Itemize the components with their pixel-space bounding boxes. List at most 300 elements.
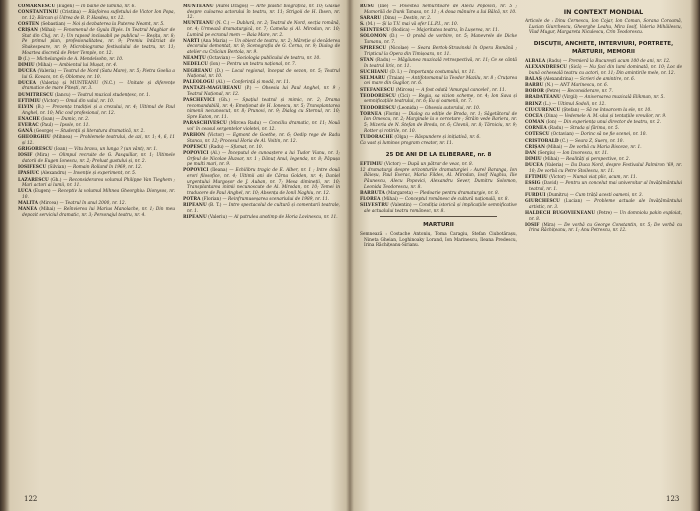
index-entry (360, 162, 517, 168)
entry-author: DUMITRESCU (18, 92, 54, 98)
entry-titles: — Romain Rolland în 1969, nr. 12. (67, 165, 143, 171)
entry-author: NEGREANU (183, 68, 213, 74)
entry-titles: — A fost odată 'Amurgul cancelei', nr. 11. (415, 87, 507, 93)
entry-titles: — Reînvierea lui Marius Manolache, nr. 1; Din meu depozit serviciul dramatic, nr. 3; Personajul teatru, nr. 4. (22, 207, 175, 218)
entry-given-name: (George) (34, 129, 54, 135)
entry-titles: — Obsesia lui Paul Anghel, nr. 9 ; Teatrul Național, nr. 12. (187, 86, 340, 98)
entry-author: BARBUTA (360, 190, 385, 196)
index-entry (18, 4, 175, 10)
index-entry (360, 203, 517, 214)
index-entry (183, 197, 340, 203)
entry-titles: 12 dramaturgi despre orizonturile dramaturgiei : Aurel Baranga, Ion Băieșu, Paul Everac, Maria Fildes, Al. Mirodan, Iosif Naghiu, Ilie Păunescu, Alecu Popovici, Alexandru Sever, Dumitru Solomon, Leonida Teodorescu, nr. 8. (360, 167, 517, 190)
entry-author: SILVESTRU (360, 203, 389, 209)
left-col-2 (183, 4, 340, 489)
entry-author: DAN (525, 151, 537, 156)
entry-author: BRINZ (525, 101, 542, 107)
entry-titles: — Invenție și experiment, nr. 5. (67, 171, 137, 177)
left-page (18, 0, 340, 511)
entry-titles: — Destin, nr. 2. (397, 15, 432, 21)
entry-author: CRIȘAN (18, 28, 38, 34)
entry-given-name: (Mihai) (39, 207, 56, 213)
section-heading-liberation: 25 DE ANI DE LA ELIBERARE, nr. 8 (385, 151, 492, 158)
entry-author: POTRA (183, 196, 201, 202)
entry-given-name: (Ioan) (41, 116, 55, 122)
entry-titles: — Spațiul teatral și mimic, nr. 2; Drama recomandabilă, nr. 4; Emoționat de H. Ionescu, nr. 5; Transplantarea nimenii necunoscut, nr. 8; Prunovi, nr. 9; Dialog cu Sternul, nr. 10; Spre Eaton, nr. 11. (187, 98, 340, 121)
entry-author: LAZARESCU (18, 177, 49, 183)
divider (380, 216, 497, 217)
entry-given-name: (Ilie) (378, 4, 389, 9)
entry-titles: — Ipsole, nr. 11. (54, 123, 90, 128)
entry-titles: — Unitate și diferențe dramatice de mare Pitești, nr. 3. (22, 80, 175, 92)
entry-given-name: (Ileana) (210, 168, 228, 174)
entry-author: DIMIU (18, 62, 35, 68)
entry-author: COCEA (525, 113, 543, 119)
entry-titles: — Omul din valul, nr. 10. (60, 98, 115, 104)
index-entry (18, 10, 175, 21)
index-entry (18, 123, 175, 129)
index-entry (525, 157, 682, 163)
entry-titles: — Al patrulea anotimp de Horia Lovinescu, nr. 11. (228, 214, 338, 220)
entry-author: CIUCURENCU (525, 107, 561, 113)
entry-given-name: (Margareta) (386, 190, 413, 196)
entry-given-name: (Al.) (210, 150, 220, 156)
entry-given-name: (Octavian) (550, 132, 574, 138)
index-entry (183, 98, 340, 120)
entry-given-name: (D. I.) (389, 69, 402, 75)
entry-given-name: (M.) (366, 21, 376, 27)
entry-titles: — Vitu bravu, un lunga ? (un vânt), nr. 1. (68, 147, 158, 153)
left-col-1 (18, 4, 175, 489)
entry-given-name: (Alexandru) (40, 171, 67, 177)
entry-author: EFTIMIU (525, 175, 548, 181)
entry-titles: — Majoritatea teatru, în Lușerea, nr. 11. (411, 28, 500, 34)
entry-titles: — De vorbă cu Maria Bisceze, nr. 1. (563, 144, 642, 150)
entry-titles: — Egmont de Goethe, nr. 6; Oedip rege de Radu Stanca, nr. 12; Procesul Horia de Al. Voitin, nr. 12. (187, 133, 340, 144)
entry-given-name: (Mihai) (543, 157, 559, 163)
entry-given-name: (Mihai) (39, 28, 56, 34)
entry-titles: — Numai viaț plic, acum, nr. 11. (567, 175, 638, 181)
entry-given-name: (Olga) (394, 134, 408, 140)
index-entry (183, 133, 340, 144)
index-entry (360, 168, 517, 190)
entry-given-name: (Mihai) (546, 144, 563, 150)
entry-titles: — Din experiența unui director de teatru, nr. 2. (557, 120, 661, 126)
entry-titles: Articole de : Dinu Cernescu, Ion Cojar, Ion Coman, Sorana Coroamă, Lucian Giurchescu, Gheorghe Leahu, Mira Iosif, Valeria Mihăilescu, Vlad Mugur, Margareta Niculescu, Crin Teodorescu. (525, 19, 682, 36)
index-entry (18, 135, 175, 146)
entry-titles: — Un domniolu pakin exploiat, nr. 8. (529, 211, 682, 222)
index-entry (18, 28, 175, 56)
entry-titles: — Dublură, nr. 2; Teatrul de Nord, secția română, nr. 4; Urmează dramaturgică, nr. 7; Camelia și Al. Mirodan, nr. 10; Lumină pe ecranul mem — Baia Mare, nr. 2. (187, 21, 340, 38)
entry-titles: — Răspundere și inițiativă, nr. 6. (409, 134, 481, 140)
entry-author: SPIRESCU (360, 46, 387, 52)
entry-titles: — Echilibru tragic de E. Alber, nr. 1 ; Intre două erori filosofice, nr. 4; Ultimii ani de Cârna Golden, nr. 4; Daniel urgentului Murgoșor de J. Auban, nr. 7; Mesa dimineții, nr. 10; Transplantarea inimii necunoscute de Al. Mirodan, nr. 10; Temei in traducere de Paul Anghel, nr. 10; Absența de Ionil Naghiu, nr. 12. (187, 168, 340, 196)
entry-author: ENACHE (18, 116, 40, 122)
entry-author: STAN (360, 57, 374, 63)
entry-given-name: (Petre) (596, 211, 612, 217)
entry-given-name: (Mihai) (381, 196, 398, 202)
entry-author: PASCHEVICI (183, 98, 215, 104)
entry-given-name: (Gh.) (219, 98, 230, 104)
page-number-right: 123 (666, 495, 680, 503)
entry-given-name: (David) (542, 181, 559, 187)
entry-given-name: (Radu) (208, 144, 224, 150)
index-entry (360, 16, 517, 22)
entry-titles: — Reconsiderare, nr. 7. (561, 89, 613, 95)
index-entry (183, 62, 340, 68)
entry-titles: — Vedemele A. M.-ului și tentațiile vreuilor, nr. 9. (558, 113, 667, 119)
entry-author: GRIGORESCU (18, 147, 53, 153)
index-entry (360, 135, 517, 141)
index-entry (360, 112, 517, 134)
index-entry (183, 215, 340, 221)
entry-author: STEFANESCU (360, 87, 395, 93)
entry-given-name: (B.) (35, 105, 44, 111)
entry-given-name: (N. C.) (215, 21, 230, 27)
entry-given-name: (P.) (244, 86, 252, 92)
index-entry (18, 129, 175, 135)
index-entry (183, 121, 340, 132)
entry-author: DIMIU (525, 157, 542, 163)
entry-titles: — Teatrul în anul 2000, nr. 12. (59, 201, 126, 207)
entry-author: COSTEN (18, 21, 40, 27)
entry-author: FURDUI (525, 193, 546, 199)
entry-author: S. (360, 21, 365, 27)
entry-titles: — Povestea nemuritoare de Alecu Popovici, nr. 5 ; Mamorilă de Dunk Tanasa, nr. 11 ; A doua mânuire a Iui Bălcă, nr. 10. (364, 4, 517, 15)
entry-author: IOSIFESCU (18, 165, 47, 171)
entry-author: IOSIF (18, 153, 33, 159)
right-col-1 (360, 4, 517, 489)
entry-given-name: (Rodica) (391, 28, 410, 34)
entry-author: CRIȘAN (525, 144, 545, 150)
entry-titles: — Receptiv la volumul Mihnea Gheorghiu: Dionysos, nr. 10. (22, 189, 175, 200)
entry-titles: — Condiția istorică și implicațiile semnificative ale actualului teatru românesc, nr. 8. (364, 203, 517, 214)
entry-titles: — Problemele teatrului, de azi, nr. 1; 4, 6, 11 și 12. (22, 135, 175, 146)
index-entry (525, 199, 682, 210)
entry-titles: — O probă de vorbire, nr. 5; Manevrele de Dicke Tamanu, nr. 7. (364, 34, 517, 45)
entry-titles: — Sociologia publicului de teatru, nr. 10. (231, 56, 321, 62)
entry-author: EFTIMIU (360, 161, 383, 167)
entry-given-name: (Aurel Dragoș) (215, 4, 249, 9)
index-entry (360, 94, 517, 105)
entry-given-name: (Eugen) (56, 4, 74, 9)
entry-given-name: (Mircea) (395, 87, 415, 93)
index-entry (18, 57, 175, 63)
entry-author: SARARU (360, 15, 382, 21)
index-entry (18, 165, 175, 171)
entry-author: ELVIN (18, 105, 34, 111)
entry-given-name: (Dumitru) (546, 193, 569, 199)
entry-titles: — Teatrul muzical studențesc, nr. 1. (71, 92, 151, 98)
entry-author: TORNEA (360, 111, 382, 117)
entry-titles: — Conceptul românesc de cultură națională, nr. 8. (399, 196, 509, 202)
entry-titles: — Aniversarea muzicală Elikman, nr. 5. (578, 95, 665, 101)
entry-given-name: (Ioan) (54, 147, 68, 153)
entry-titles: — Cum trăță acesti oameni, nr. 3. (569, 193, 643, 199)
index-entry (18, 93, 175, 99)
entry-given-name: (Victor) (42, 98, 59, 104)
entry-titles: — Strada și fărima, nr. 5. (564, 126, 620, 132)
entry-author: BRADATEANU (525, 95, 561, 101)
entry-titles: — Măgăunea muzicală retrospectivă, nr. 11; Ce se cântă în teatrul liric, nr. 11. (364, 57, 517, 69)
entry-titles: — Importanța costumului, nr. 11. (403, 69, 476, 75)
entry-given-name: (Nicolae) (388, 46, 409, 52)
entry-author: LUCA (18, 189, 32, 195)
entry-given-name: (L.) (543, 101, 551, 107)
index-entry (525, 145, 682, 151)
entry-given-name: (Ștefan) (561, 107, 580, 113)
index-entry (18, 22, 175, 28)
index-entry (360, 22, 517, 28)
index-entry (183, 4, 340, 21)
entry-given-name: (Ion) (209, 62, 220, 68)
entry-given-name: (Florian) (201, 196, 222, 202)
entry-given-name: (Eugen) (33, 189, 51, 195)
entry-author: CORNEA (525, 126, 547, 132)
entry-titles: — Olimpul recruite de G. Pasquillar, nr. 1; Ultimele datorii de Eugen Ionescu, nr. 2; Preluat gustului și, nr. 2. (22, 153, 175, 164)
index-entry (525, 139, 682, 145)
entry-given-name: (Ion) (546, 120, 557, 126)
entry-given-name: (Valeria) (544, 163, 564, 169)
entry-author: TEODORESCU (360, 105, 396, 111)
entry-given-name: (Mircea) (39, 201, 59, 207)
entry-author: MANEA (18, 207, 38, 213)
entry-given-name: (Dinu) (382, 15, 397, 21)
index-entry (183, 21, 340, 38)
entry-titles: — Antifotomanul la Teodor Mazilu, nr. 8 ; Cruțarea cei mare din Gugilor, nr. 6. (364, 75, 517, 87)
index-entry (18, 189, 175, 200)
entry-author: D (18, 56, 22, 62)
index-entry (18, 207, 175, 218)
entry-author: GIURCHESCU (525, 199, 561, 205)
entry-author: RIPEANU (183, 214, 207, 220)
index-entry (360, 106, 517, 112)
index-entry (183, 80, 340, 86)
entry-author: SOLOMON (360, 34, 387, 40)
entry-titles: — Dorinc să ne fie scenei, nr. 10. (575, 132, 647, 138)
index-entry (183, 86, 340, 97)
entry-author: MUNTEANU (183, 21, 214, 27)
entry-titles: — In baine de lumina, nr. 6. (75, 4, 136, 9)
marturii-signers: Semnează : Costache Antoniu, Toma Caragiu, Stefan Ciubotărașu, Nineta Gheian, Loghinoaky Lorand, Ion Marinescu, Ileana Predescu, Irina Răchițeanu-Sirianu. (360, 232, 517, 249)
entry-titles: — Sfumat, nr. 10. (224, 144, 263, 150)
index-entry (183, 203, 340, 214)
index-entry (525, 211, 682, 222)
index-entry (360, 58, 517, 69)
entry-author: PANTAZI-MAGUREANU (183, 86, 242, 92)
entry-given-name: (I.) (23, 56, 30, 62)
index-entry (18, 99, 175, 105)
entry-given-name: (Mircea Radu) (228, 121, 261, 127)
index-entry (183, 39, 340, 56)
index-entry (18, 69, 175, 80)
entry-given-name: (Mira) (35, 153, 50, 159)
entry-titles: — Să ne întoarcem la ele, nr. 10. (580, 107, 652, 113)
entry-author: BALAȘ (525, 76, 542, 82)
entry-titles: — Noi și dezbaterea la Puterea Neamt, nr. 5. (66, 21, 165, 27)
entry-author: DUCEA (18, 69, 37, 75)
entry-author: DUCEA (525, 163, 544, 169)
index-entry (525, 89, 682, 95)
entry-given-name: (Radu) (546, 58, 562, 64)
entry-titles: — Regia, sa vizion scheme, nr. 4; Ion Sava și semnificațiile teatrului, nr. 6; Eu și oamenii, nr. 7. (364, 93, 517, 105)
entry-given-name: (Mihnea) (52, 135, 73, 141)
entry-author: RUSU (360, 4, 375, 9)
entry-given-name: (Traian) (386, 75, 405, 81)
entry-author: IPASIUC (18, 171, 40, 177)
entry-titles: — Premieră la București acum 100 de ani, nr. 12. (562, 58, 671, 64)
entry-titles: — Seara Z, Suerș, nr. 10. (569, 138, 624, 144)
entry-titles: — Nu faci din lumi dominată, nr. 10; Loc de bună ocheseală teatru cu actori, nr. 11; Din amintirile mele, nr. 12. (529, 64, 682, 76)
index-entry (360, 141, 517, 147)
entry-given-name: (Virgil) (562, 95, 578, 101)
entry-author: FLOREA (360, 196, 381, 202)
index-entry (525, 223, 682, 234)
entry-titles: — Fenomenul de Gyula Illyés. In Teatrul Maghiar de Stat din Cluj, nr. 1; Un rapsod inclasabil pe publicul — Reșița, nr. 8; Pe primul plan, profesionalitatea, nr. 9; Premiu întârziat de Shakespeare, nr. 9; Microbiograma festivalului de teatru, nr. 11; Moartea discretă de Peter Temple, nr. 12. (22, 28, 175, 56)
entry-given-name: (Radu) (375, 57, 391, 63)
index-entry (360, 46, 517, 57)
entry-given-name: (Alexandrina) (543, 76, 573, 82)
entry-given-name: (Iancu) (54, 92, 71, 98)
entry-author: SEINTESCU (360, 28, 390, 34)
entry-titles: — Începutul de cunoaștere a lui Tudor Vianu, nr. 1; Orfeul de Nicolae Huzsar, nr. 1 ; Dănuț Anul, legenda, nr. 8; Păpușa pe multi mari, nr. 9. (187, 150, 340, 168)
index-entry (18, 63, 175, 69)
entry-author: COTESCU (525, 132, 550, 138)
index-entry (360, 88, 517, 94)
entry-given-name: (Dina) (544, 113, 558, 119)
index-entry (18, 201, 175, 207)
entry-given-name: (Valeria) (37, 69, 57, 75)
index-entry (525, 163, 682, 174)
index-entry (525, 126, 682, 132)
entry-author: TEODORESCU (360, 93, 396, 99)
index-entry (18, 171, 175, 177)
entry-given-name: (Cici) (398, 93, 410, 99)
index-entry (525, 102, 682, 108)
index-entry (525, 114, 682, 120)
entry-titles: — Arte plastic biografică, nr. 10; Glasue despre culoarea actorului în teatru, nr. 11; Strigoii de H. Ibsen, nr. 12. (187, 4, 340, 21)
entry-author: RIPEANU (183, 203, 207, 209)
entry-author: MALITA (18, 201, 39, 207)
index-entry (360, 70, 517, 76)
entry-given-name: (Mira) (541, 222, 556, 228)
index-entry (18, 105, 175, 116)
entry-author: HALDECH BUGOVIENEANU (525, 211, 596, 217)
entry-titles: — Realități și perspective, nr. 2. (560, 157, 631, 163)
entry-titles: — Răsfoirea sufletului de Victor Ion Popa, nr. 12; Bărcan și Udrea de B. P. Hasdeu, nr. 12. (22, 10, 175, 21)
entry-titles: — ANT Marinescu, nr. 6. (554, 82, 609, 88)
section-heading-discutii: DISCUȚII, ANCHETE, INTERVIURI, PORTRETE, MĂRTURII, MEMORII (533, 40, 674, 55)
entry-author: GHEORGHIU (18, 135, 51, 141)
page-number-left: 122 (24, 495, 38, 503)
entry-author: POPOVICI (183, 168, 209, 174)
index-entry (18, 81, 175, 92)
index-entry (525, 83, 682, 89)
index-entry (360, 197, 517, 203)
entry-titles: — Reinfrumuseșarea scenariului de 1989, nr. 11. (222, 196, 330, 202)
entry-given-name: (Sică) (568, 64, 582, 70)
entry-given-name: (Mihai) (36, 62, 52, 68)
entry-given-name: (Octavian) (207, 56, 230, 62)
entry-titles: — Teatrul de Nord (Satu Mare), nr. 5; Pietra Goelia a lui G. Kovacs, nr. 6; Oblomov, nr. 10. (22, 69, 175, 80)
entry-titles: — Un obiect de teatru, nr. 2; Măreție și decăderea decorului demontat, nr. 8; Scenografia de G. Cerna, nr. 9; Dialog de atelier cu Crăciun Bertola, nr. 9. (187, 38, 340, 55)
entry-author: NARTI (183, 38, 200, 44)
entry-author: PALEOLOGU (183, 80, 215, 86)
entry-titles: — Pledoarie pentru dramaturgie, nr. 8. (414, 190, 500, 196)
entry-given-name: (D.) (389, 34, 398, 40)
entry-author: CRISTOBALD (525, 138, 559, 144)
entry-author: BARBU (525, 82, 544, 88)
entry-titles: — Scrieri de amintire, nr. 6. (574, 76, 636, 82)
entry-titles: — Prezența tradiției și a crezului, nr. 4; Ultimul de Paul Anghel, nr. 10; Mic cod profesional, nr. 12. (22, 105, 175, 116)
entry-given-name: (Radu) (548, 126, 564, 132)
entry-author: ALBALA (525, 58, 546, 64)
index-entry (525, 19, 682, 36)
entry-titles: — De vorbă cu George Constantin, nr. 5; De vorbă cu Irina Răchițeanu, nr. 1; Anu Petrescu, nr. 12. (529, 222, 682, 234)
entry-titles: — Seara Bertok-Stravinski în Opera Română ; Tripticul la Opera din Timișoara, nr. 11. (364, 46, 517, 57)
index-entry (360, 191, 517, 197)
index-entry (183, 151, 340, 168)
entry-author: CONSTANTINIU (18, 10, 59, 16)
entry-author: POPESCU (183, 144, 208, 150)
index-entry (525, 151, 682, 157)
entry-given-name: (Silvian) (47, 165, 66, 171)
entry-given-name: (Cristina) (60, 10, 81, 16)
entry-titles: — Local regional, început de sezon, nr. 5; Teatrul Național, nr. 10. (187, 68, 340, 80)
entry-author: SELMARU (360, 75, 386, 81)
entry-given-name: (Leonida) (397, 105, 418, 111)
entry-author: MUNTEANU (183, 4, 214, 9)
entry-given-name: (Ana Maria) (201, 38, 228, 44)
index-entry (183, 168, 340, 196)
entry-given-name: (Sergiu) (537, 151, 556, 156)
entry-given-name: (Gh.) (50, 177, 62, 183)
entry-author: POPOVICI (183, 150, 209, 156)
index-entry (18, 117, 175, 123)
entry-titles: — Conciliu dramatic, nr. 11; Nouă voi' în ceasul sergentelor violetei, nr. 12. (187, 121, 340, 132)
index-entry (525, 181, 682, 192)
index-entry (525, 65, 682, 76)
entry-author: DUCEA (18, 80, 37, 86)
entry-author: EFTIMIU (18, 98, 41, 104)
entry-given-name: (C.) (560, 138, 568, 144)
section-heading-context-mondial: IN CONTEXT MONDIAL (563, 8, 644, 16)
entry-given-name: (Victor) (207, 133, 224, 138)
entry-titles: — Da Duca Nord, despre Festivalul Palmiron '69, nr. 10; De vorbă cu Petre Stoilescu, nr. 11. (529, 163, 682, 174)
entry-author: BOBOR (525, 89, 544, 95)
entry-author: SUCHIANU (360, 69, 389, 75)
index-entry (525, 95, 682, 101)
index-entry (525, 132, 682, 138)
entry-author: ESSIG (525, 181, 541, 187)
section-heading-marturii: MARTURII (423, 222, 454, 229)
entry-titles: — Conferință și modă, nr. 11. (226, 80, 291, 86)
entry-author: ALEXANDRESCU (525, 64, 568, 70)
index-entry (525, 175, 682, 181)
entry-titles: — Ambientul lui Mușat, nr. 4. (53, 62, 118, 68)
index-entry (183, 69, 340, 80)
entry-given-name: (Victor) (549, 175, 566, 181)
entry-titles: — Ultimul Sodoli, nr. 12. (552, 101, 606, 107)
entry-author: TUDORACHE (360, 134, 393, 140)
index-entry (183, 145, 340, 151)
index-entry (525, 59, 682, 65)
entry-given-name: (Petre) (545, 89, 561, 95)
index-entry (360, 4, 517, 15)
entry-given-name: (Valeriu) (208, 214, 227, 220)
entry-given-name: (Valentin) (390, 203, 412, 209)
entry-titles: — Dumic, nr. 2. (55, 116, 90, 122)
entry-titles: — Reconsiderarea volumul Philippe Van Tieghem ; Mari actori ai lumii, nr. 11. (22, 177, 175, 189)
